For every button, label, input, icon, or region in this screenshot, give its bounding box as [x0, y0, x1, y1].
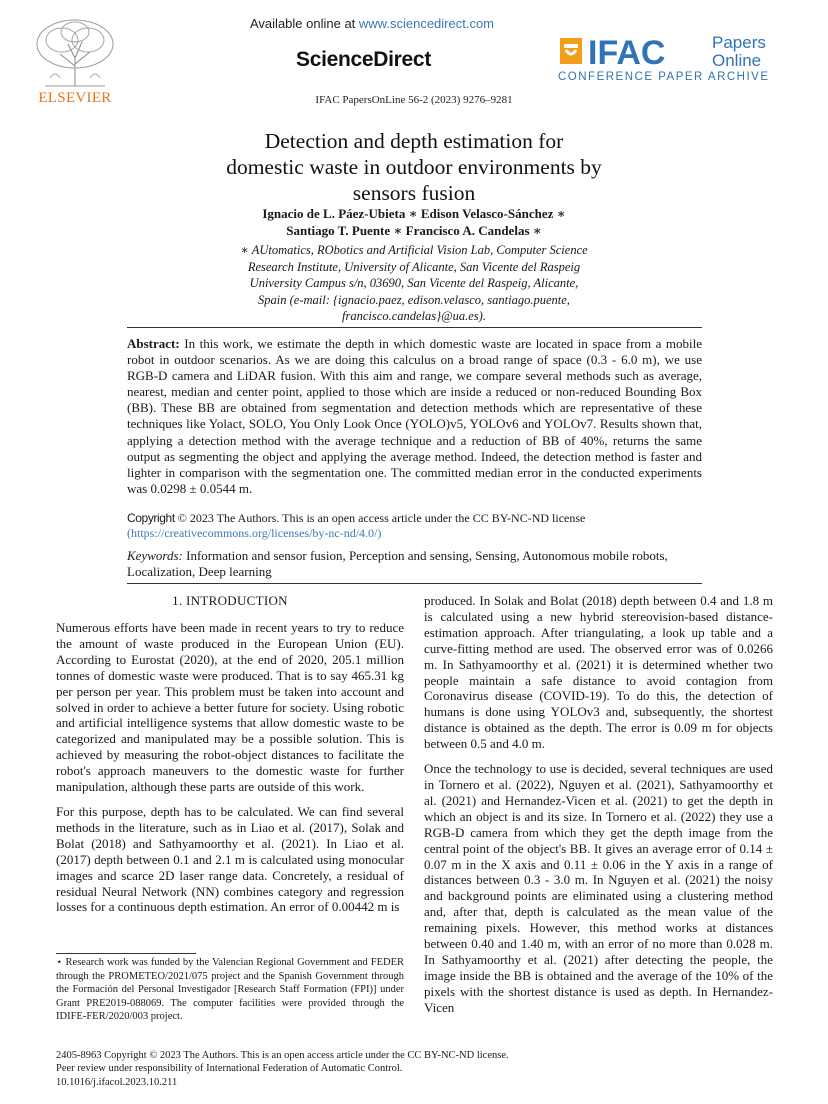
affiliation-line-4: Spain (e-mail: {ignacio.paez, edison.velasco, santiago.puente, — [258, 292, 570, 307]
available-prefix: Available online at — [250, 16, 359, 31]
title-line-2: domestic waste in outdoor environments by — [226, 155, 602, 179]
page-footer — [56, 1049, 656, 1089]
copyright-notice — [127, 511, 702, 541]
affiliation-line-3: University Campus s/n, 03690, San Vicente del Raspeig, Alicante, — [249, 276, 579, 290]
footer-doi[interactable]: 10.1016/j.ifacol.2023.10.211 — [56, 1076, 178, 1088]
left-column — [56, 620, 404, 924]
title-line-3: sensors fusion — [352, 181, 476, 205]
keywords-text: Information and sensor fusion, Perception and sensing, Sensing, Autonomous mobile robots, Localization, Deep learning — [127, 548, 668, 579]
elsevier-wordmark: ELSEVIER — [38, 90, 112, 106]
copyright-text: © 2023 The Authors. This is an open access article under the CC BY-NC-ND license — [174, 511, 586, 525]
authors-line-1: Ignacio de L. Páez-Ubieta ∗ Edison Velasco-Sánchez ∗ — [262, 206, 566, 221]
copyright-word: Copyright — [127, 511, 175, 525]
abstract-text: In this work, we estimate the depth in which domestic waste are located in space from a mobile robot in outdoor scenarios. As we are doing this calculus on a broad range of space (0.3 - 6.0 m), we use RGB-D camera and LiDAR fusion. With this aim and range, we compare several methods such as average, nearest, median and center point, applied to those which are inside a reduced or non-reduced Bounding Box (BB). These BB are obtained from segmentation and detection methods which are representative of these techniques like Yolact, SOLO, You Only Look Once (YOLO)v5, YOLOv6 and YOLOv7. Results shown that, applying a detection method with the average technique and a reduction of BB of 40%, returns the same output as segmenting the object and applying the average method. Indeed, the detection method is faster and lighter in comparison with the segmentation one. The committed median error in the conducted experiments was 0.0298 ± 0.0544 m. — [127, 336, 702, 496]
ifac-wordmark: IFAC — [588, 34, 666, 72]
ifac-online-word: Online — [712, 51, 762, 70]
funding-footnote: ⋆ Research work was funded by the Valencian Regional Government and FEDER through the PROMETEO/2021/075 project and the Spanish Government through the Formación del Personal Investigador [Research Staff Formation (FPI)] under Grant PRE2019-088069. The computer facilities were provided through the IDIFE-FER/2020/003 project. — [56, 957, 404, 1023]
tree-icon — [20, 16, 130, 90]
section-heading-introduction: 1. INTRODUCTION — [172, 593, 288, 608]
sciencedirect-logo: ScienceDirect — [296, 48, 432, 71]
abstract-top-rule — [127, 327, 702, 328]
authors-line-2: Santiago T. Puente ∗ Francisco A. Candelas ∗ — [286, 223, 542, 238]
intro-paragraph-4: Once the technology to use is decided, several techniques are used in Tornero et al. (2022), Nguyen et al. (2021), Sathyamoorthy et al. (2021) and Hernandez-Vicen et al. (2021) to get the depth in which an object is and its size. In Tornero et al. (2022) they use a RGB-D camera from which they get the depth image from the central point of the object's BB. It gives an average error of 0.14 ± 0.07 m in the X axis and 0.11 ± 0.06 in the Y axis in a range of distances between 0.3 - 3.0 m. In Nguyen et al. (2021) the noisy and background points are eliminated using a clustering method and, after that, depth is calculated as the mean value of the remaining pixels. However, this method works at distances between 0.40 and 1.40 m, with an error of no more than 0.028 m. In Sathyamoorthy et al. (2021) after detecting the people, the image inside the BB is obtained and the average of the 10% of the pixels with the shortest distance is used as depth. In Hernandez-Vicen — [424, 761, 773, 1015]
intro-paragraph-1: Numerous efforts have been made in recent years to try to reduce the amount of waste produced in the European Union (EU). According to Eurostat (2020), at the end of 2020, 205.1 million tonnes of domestic waste were produced. That is to say 465.31 kg per person per year. This problem must be taken into account and solved in order to achieve a better future for society. Using robotic and artificial intelligence systems that allow domestic waste to be categorized and manipulated may be a possible solution. This is achieved by measuring the robot-object distances to facilitate the robot's approach maneuvers to the domestic waste for further manipulation, although these parts are outside of this work. — [56, 620, 404, 795]
right-column — [424, 593, 773, 1025]
paper-title — [150, 128, 678, 206]
authors — [150, 205, 678, 239]
affiliation — [160, 242, 668, 325]
affiliation-line-1: ∗ AUtomatics, RObotics and Artificial Vision Lab, Computer Science — [240, 243, 588, 257]
abstract-label: Abstract: — [127, 336, 180, 351]
affiliation-line-5: francisco.candelas}@ua.es). — [342, 309, 486, 323]
title-line-1: Detection and depth estimation for — [264, 129, 564, 153]
ifac-archive-label: CONFERENCE PAPER ARCHIVE — [558, 71, 770, 83]
abstract — [127, 336, 702, 497]
license-link[interactable]: (https://creativecommons.org/licenses/by-nc-nd/4.0/) — [127, 526, 382, 540]
keywords-bottom-rule — [127, 583, 702, 584]
keywords — [127, 548, 702, 580]
sciencedirect-link[interactable]: www.sciencedirect.com — [358, 16, 495, 31]
available-online — [250, 16, 494, 31]
journal-reference: IFAC PapersOnLine 56-2 (2023) 9276–9281 — [315, 94, 513, 106]
keywords-label: Keywords: — [127, 548, 183, 563]
footnote-rule — [56, 953, 196, 954]
intro-paragraph-3: produced. In Solak and Bolat (2018) depth between 0.4 and 1.8 m is calculated using a new hybrid stereovision-based distance-estimation approach. After triangulating, a look up table and a curve-fitting method are used. The observed error was of 0.0266 m. In Sathyamoorthy et al. (2021) it is determined whether two people maintain a safe distance to avoid contagion from Coronavirus disease (COVID-19). To do this, the detection of humans is done using YOLOv3 and, subsequently, the shortest distance is obtained as the depth. The error is 0.09 m for objects between 0.5 and 4.0 m. — [424, 593, 773, 752]
intro-paragraph-2: For this purpose, depth has to be calculated. We can find several methods in the literature, such as in Liao et al. (2017), Solak and Bolat (2018) and Sathyamoorthy et al. (2021). In Liao et al. (2017) depth between 0.1 and 2.1 m is calculated using monocular images and scarce 2D laser range data. Concretely, a residual of residual Neural Network (NN) combines category and regression losses for a continuous depth estimation. An error of 0.00442 m is — [56, 803, 404, 915]
affiliation-line-2: Research Institute, University of Alicante, San Vicente del Raspeig — [247, 259, 581, 274]
footer-issn-line: 2405-8963 Copyright © 2023 The Authors. This is an open access article under the CC BY-NC-ND license. — [56, 1050, 509, 1061]
ifac-logo-graphic — [558, 32, 776, 72]
ifac-papers-word: Papers — [712, 33, 766, 52]
footer-peer-review-line: Peer review under responsibility of International Federation of Automatic Control. — [56, 1063, 403, 1075]
